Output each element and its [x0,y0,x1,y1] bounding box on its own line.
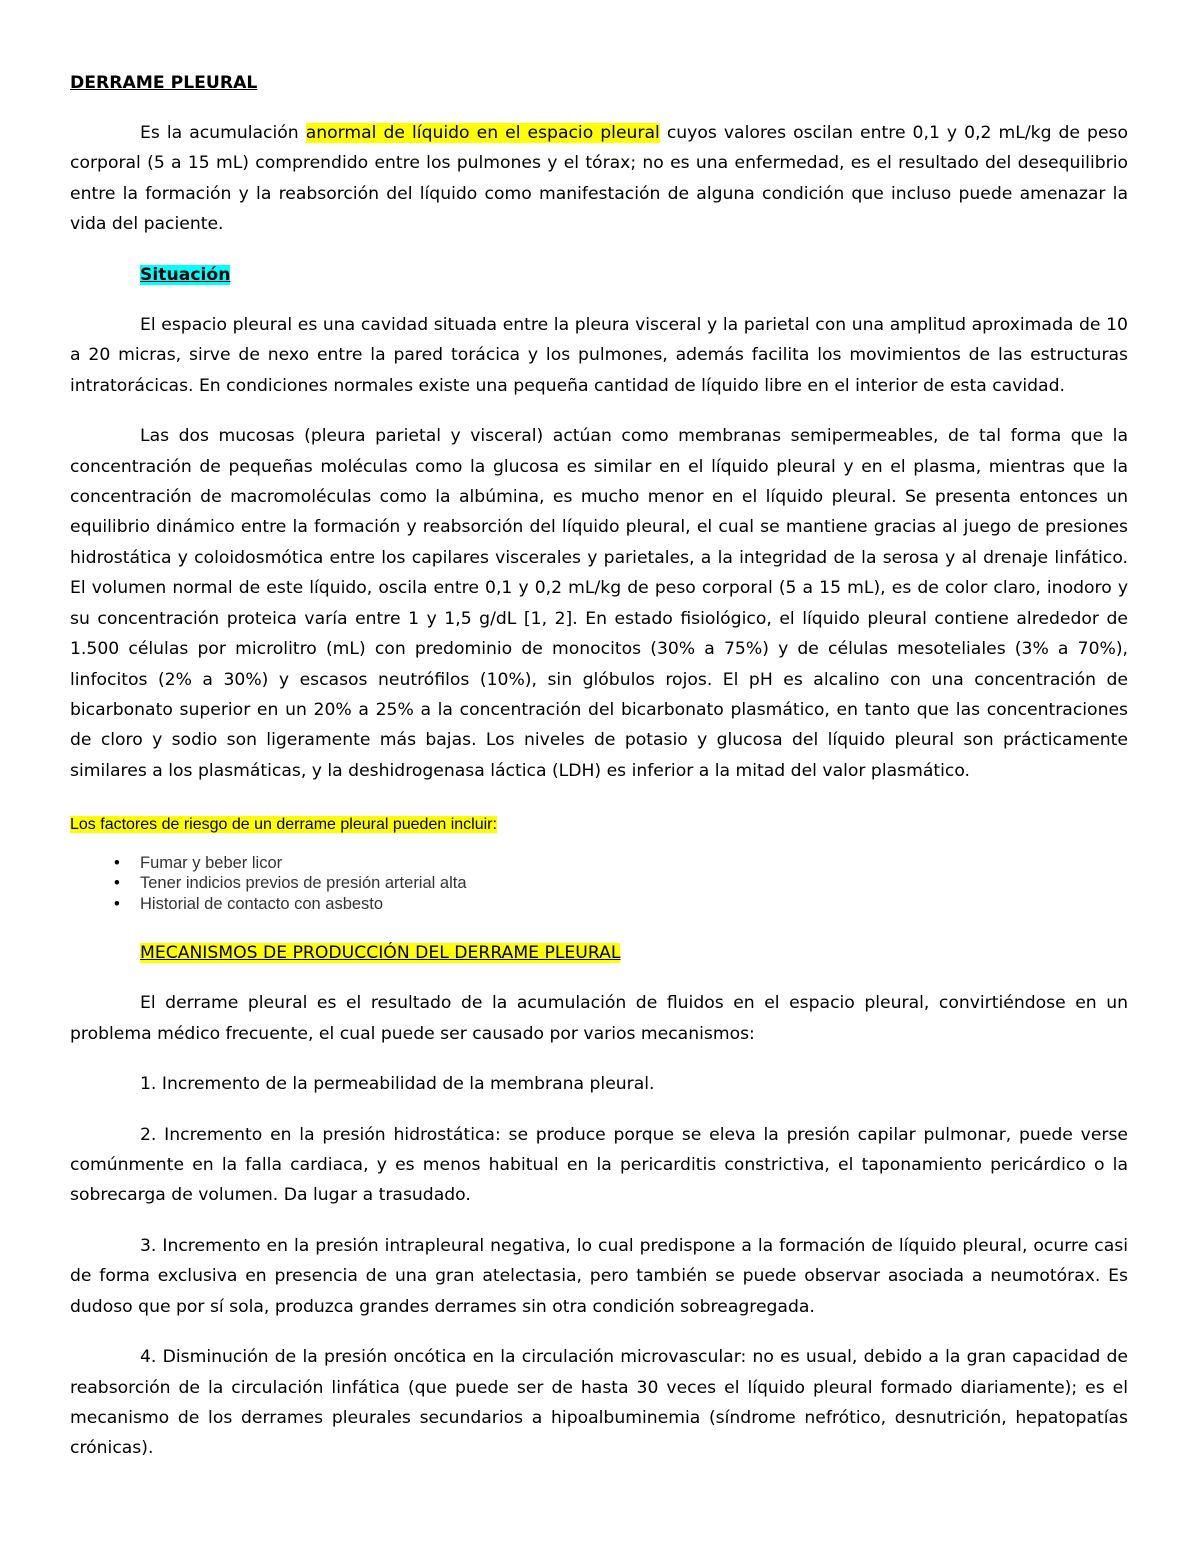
intro-highlight: anormal de líquido en el espacio pleural [305,123,660,143]
mechanism-item-2 [70,1120,1128,1211]
mecanismos-heading-text: MECANISMOS DE PRODUCCIÓN DEL DERRAME PLEURAL [140,943,621,964]
situacion-heading-text: Situación [140,264,231,285]
mechanism-number: 3. [140,1235,157,1256]
intro-text-after: cuyos valores oscilan entre 0,1 y 0,2 mL/kg de peso corporal (5 a 15 mL) comprendido entre los pulmones y el tórax; no es una enfermedad, es el resultado del desequilibrio entre la formación y la reabsorción del líquido como manifestación de alguna condición que incluso puede amenazar la vida del paciente. [70,123,1129,235]
document-page [70,68,1128,1464]
mechanism-number: 4. [140,1347,157,1368]
list-item [70,873,1128,894]
risk-factors-list [70,853,1128,915]
document-title: DERRAME PLEURAL [70,73,258,93]
mechanism-item-1 [70,1069,1128,1099]
risk-factors-intro [70,810,1128,840]
list-item-text: Tener indicios previos de presión arterial alta [140,874,467,893]
mechanism-text: Incremento en la presión intrapleural negativa, lo cual predispone a la formación de líquido pleural, ocurre casi de forma exclusiva en presencia de una gran atelectasia, pero también se puede observar asociada a neumotórax. Es dudoso que por sí sola, produzca grandes derrames sin otra condición sobreagregada. [70,1235,1128,1317]
situacion-heading [140,260,1128,290]
list-item [70,894,1128,915]
mechanism-text: Disminución de la presión oncótica en la circulación microvascular: no es usual, debido a la gran capacidad de reabsorción de la circulación linfática (que puede ser de hasta 30 veces el líquido pleural formado diariamente); es el mecanismo de los derrames pleurales secundarios a hipoalbuminemia (síndrome nefrótico, desnutrición, hepatopatías crónicas). [70,1347,1128,1459]
mechanism-text: Incremento de la permeabilidad de la membrana pleural. [156,1074,655,1095]
situacion-paragraph-1: El espacio pleural es una cavidad situada entre la pleura visceral y la parietal con una amplitud aproximada de 10 a 20 micras, sirve de nexo entre la pared torácica y los pulmones, además facilita los movimientos de las estructuras intratorácicas. En condiciones normales existe una pequeña cantidad de líquido libre en el interior de esta cavidad. [70,315,1128,396]
bullet-icon: • [114,874,120,893]
risk-factors-intro-text: Los factores de riesgo de un derrame pleural pueden incluir: [70,816,497,834]
bullet-icon: • [114,853,120,872]
mechanism-text: Incremento en la presión hidrostática: se produce porque se eleva la presión capilar pulmonar, puede verse comúnmente en la falla cardiaca, y es menos habitual en la pericarditis constrictiva, el taponamiento pericárdico o la sobrecarga de volumen. Da lugar a trasudado. [70,1124,1128,1206]
mechanism-item-4 [70,1342,1128,1464]
intro-paragraph [70,118,1128,240]
mechanism-number: 1. [140,1074,157,1095]
situacion-paragraph-2: Las dos mucosas (pleura parietal y visceral) actúan como membranas semipermeables, de tal forma que la concentración de pequeñas moléculas como la glucosa es similar en el líquido pleural y en el plasma, mientras que la concentración de macromoléculas como la albúmina, es mucho menor en el líquido pleural. Se presenta entonces un equilibrio dinámico entre la formación y reabsorción del líquido pleural, el cual se mantiene gracias al juego de presiones hidrostática y coloidosmótica entre los capilares viscerales y parietales, a la integridad de la serosa y al drenaje linfático. El volumen normal de este líquido, oscila entre 0,1 y 0,2 mL/kg de peso corporal (5 a 15 mL), es de color claro, inodoro y su concentración proteica varía entre 1 y 1,5 g/dL [1, 2]. En estado fisiológico, el líquido pleural contiene alrededor de 1.500 células por microlitro (mL) con predominio de monocitos (30% a 75%) y de células mesoteliales (3% a 70%), linfocitos (2% a 30%) y escasos neutrófilos (10%), sin glóbulos rojos. El pH es alcalino con una concentración de bicarbonato superior en un 20% a 25% a la concentración del bicarbonato plasmático, en tanto que las concentraciones de cloro y sodio son ligeramente más bajas. Los niveles de potasio y glucosa del líquido pleural son prácticamente similares a los plasmáticas, y la deshidrogenasa láctica (LDH) es inferior a la mitad del valor plasmático. [70,426,1128,781]
mecanismos-heading [140,938,1128,968]
bullet-icon: • [114,894,120,913]
intro-text-before: Es la acumulación [140,123,306,143]
mecanismos-intro-paragraph: El derrame pleural es el resultado de la acumulación de fluidos en el espacio pleural, convirtiéndose en un problema médico frecuente, el cual puede ser causado por varios mecanismos: [70,993,1128,1044]
mechanism-number: 2. [140,1124,157,1145]
list-item [70,853,1128,874]
list-item-text: Fumar y beber licor [140,853,283,872]
mechanism-item-3 [70,1231,1128,1322]
list-item-text: Historial de contacto con asbesto [140,894,384,913]
